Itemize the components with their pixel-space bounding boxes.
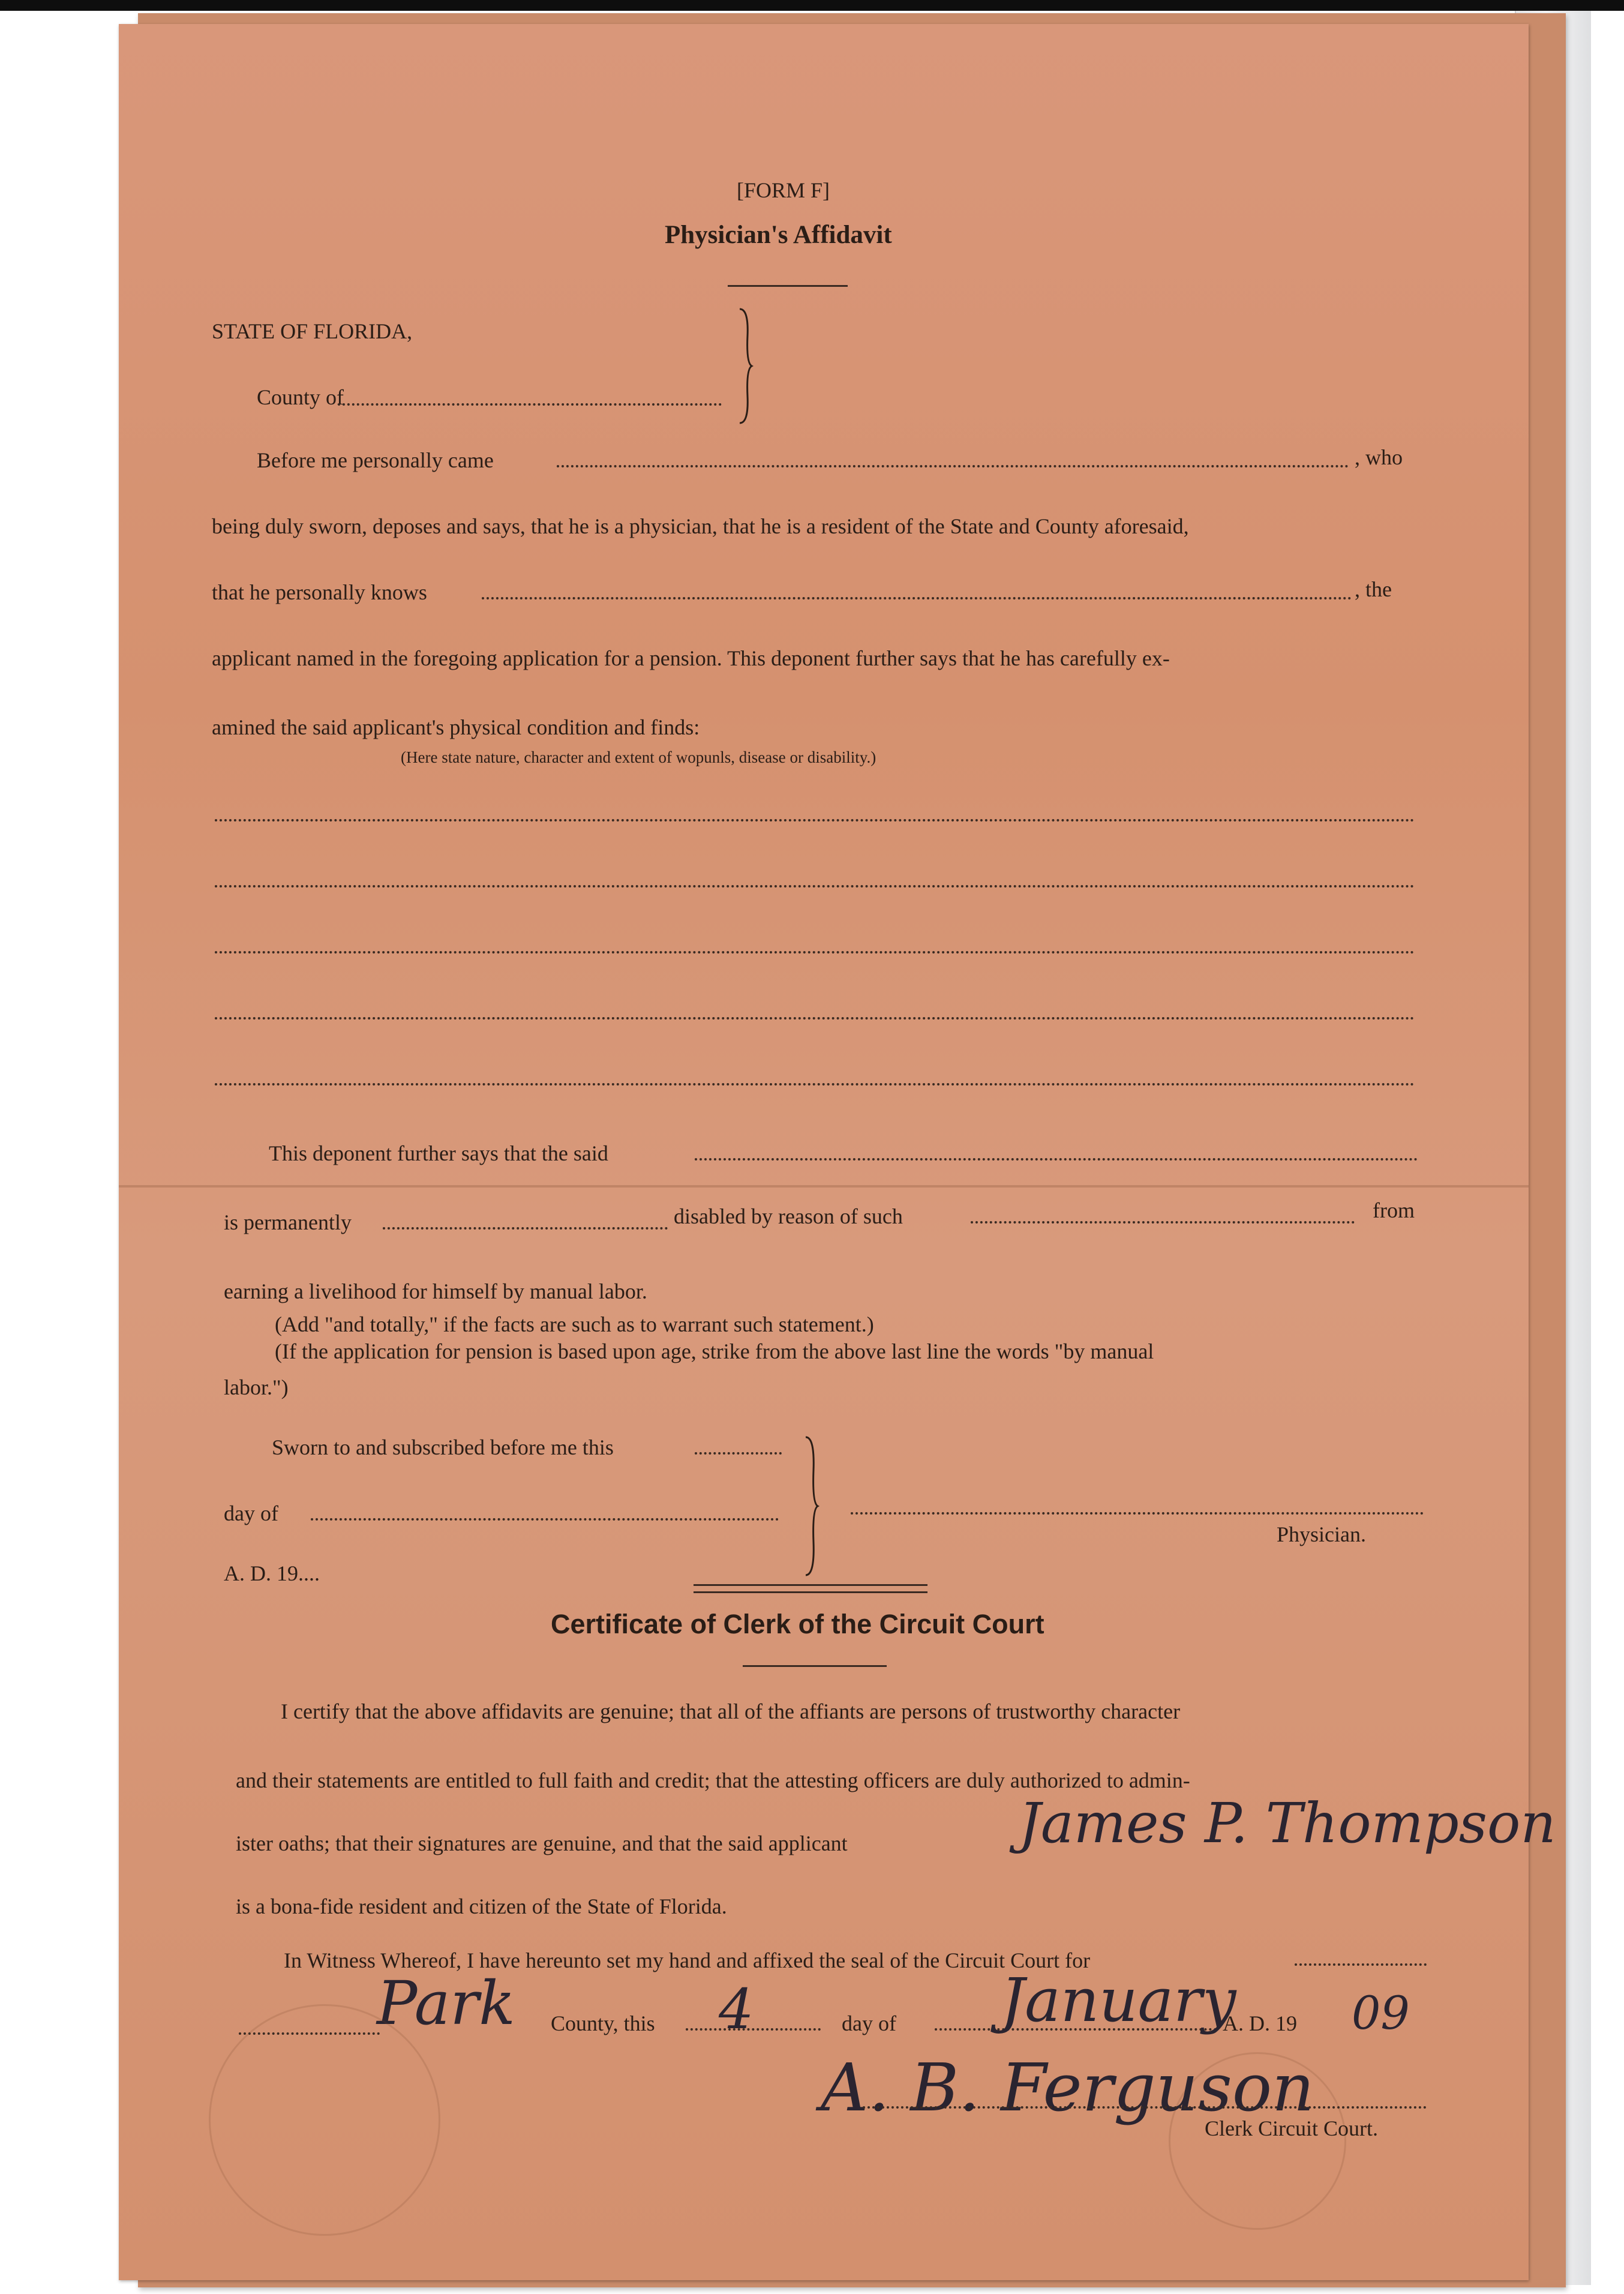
cert-day-of-label: day of: [842, 2011, 896, 2035]
form-label: [FORM F]: [737, 178, 830, 202]
findings-line-1: [215, 819, 1415, 821]
sworn-day-field: [695, 1452, 782, 1455]
applicant-name-field: [482, 597, 1352, 599]
earning-line: earning a livelihood for himself by manual labor.: [224, 1279, 647, 1303]
certificate-line-1: I certify that the above affidavits are genuine; that all of the affiants are persons of trustworthy character: [281, 1699, 1181, 1723]
title-rule: [728, 285, 848, 287]
document-title: Physician's Affidavit: [665, 221, 892, 249]
permanently-field: [383, 1227, 668, 1230]
affidavit-document: [119, 24, 1556, 2280]
add-totally-note: (Add "and totally," if the facts are such as to warrant such statement.): [275, 1312, 874, 1336]
from-label: from: [1373, 1198, 1415, 1222]
court-county-field: [1295, 1963, 1427, 1966]
fold-crease: [119, 1185, 1529, 1188]
county-this-label: County, this: [551, 2011, 655, 2035]
certificate-line-3: ister oaths; that their signatures are genuine, and that the said applicant: [236, 1831, 848, 1855]
county-handwritten: Park: [377, 1968, 515, 2038]
certificate-rule: [743, 1665, 887, 1667]
findings-line-4: [215, 1017, 1415, 1019]
knows-label: that he personally knows: [212, 580, 427, 604]
body-line-4: applicant named in the foregoing application for a pension. This deponent further says that he has carefully ex-: [212, 646, 1170, 670]
applicant-signature: James P. Thompson: [1019, 1791, 1556, 1855]
clerk-signature: A. B. Ferguson: [821, 2049, 1314, 2126]
physician-signature-field: [851, 1512, 1424, 1515]
who-label: , who: [1355, 445, 1403, 469]
disabled-label: disabled by reason of such: [674, 1204, 903, 1228]
court-seal-impression: [209, 2004, 440, 2236]
certificate-line-2: and their statements are entitled to full faith and credit; that the attesting officers are duly authorized to admin-: [236, 1768, 1190, 1792]
certificate-title: Certificate of Clerk of the Circuit Court: [551, 1609, 1044, 1639]
sworn-label: Sworn to and subscribed before me this: [272, 1435, 614, 1459]
section-rule-1: [694, 1584, 927, 1586]
before-me-label: Before me personally came: [257, 448, 494, 472]
affiant-name-field: [557, 465, 1349, 467]
section-rule-2: [694, 1591, 927, 1593]
certificate-line-4: is a bona-fide resident and citizen of the State of Florida.: [236, 1894, 727, 1918]
month-handwritten: January: [1001, 1965, 1236, 2035]
findings-note: (Here state nature, character and extent of wopunls, disease or disability.): [401, 748, 876, 766]
the-label: , the: [1355, 577, 1392, 601]
jurat-ad-label: A. D. 19....: [224, 1561, 320, 1585]
body-line-2: being duly sworn, deposes and says, that he is a physician, that he is a resident of the State and County aforesaid,: [212, 514, 1189, 538]
jurat-month-field: [311, 1518, 779, 1521]
findings-line-5: [215, 1083, 1415, 1085]
day-handwritten: 4: [719, 1977, 754, 2041]
further-says-label: This deponent further says that the said: [269, 1141, 608, 1165]
county-label: County of: [257, 385, 344, 409]
clerk-signature-field: [863, 2106, 1427, 2109]
jurat-day-of-label: day of: [224, 1501, 278, 1525]
scanner-top-edge: [0, 0, 1624, 11]
age-note: (If the application for pension is based upon age, strike from the above last line the words "by manual: [275, 1339, 1154, 1363]
findings-line-2: [215, 885, 1415, 887]
permanently-label: is permanently: [224, 1210, 352, 1234]
year-handwritten: 09: [1352, 1986, 1410, 2040]
labor-note-end: labor."): [224, 1375, 289, 1399]
county-field: [338, 403, 722, 406]
state-line: STATE OF FLORIDA,: [212, 319, 413, 343]
county-brace: [737, 306, 755, 426]
body-line-5: amined the said applicant's physical condition and finds:: [212, 715, 700, 739]
findings-line-3: [215, 951, 1415, 953]
physician-label: Physician.: [1277, 1522, 1366, 1546]
certificate-line-5: In Witness Whereof, I have hereunto set my hand and affixed the seal of the Circuit Court for: [284, 1948, 1091, 1972]
clerk-label: Clerk Circuit Court.: [1205, 2116, 1378, 2140]
further-field: [695, 1158, 1418, 1161]
disabled-field: [971, 1221, 1355, 1224]
jurat-brace: [803, 1434, 821, 1578]
cert-ad-label: A. D. 19: [1223, 2011, 1297, 2035]
